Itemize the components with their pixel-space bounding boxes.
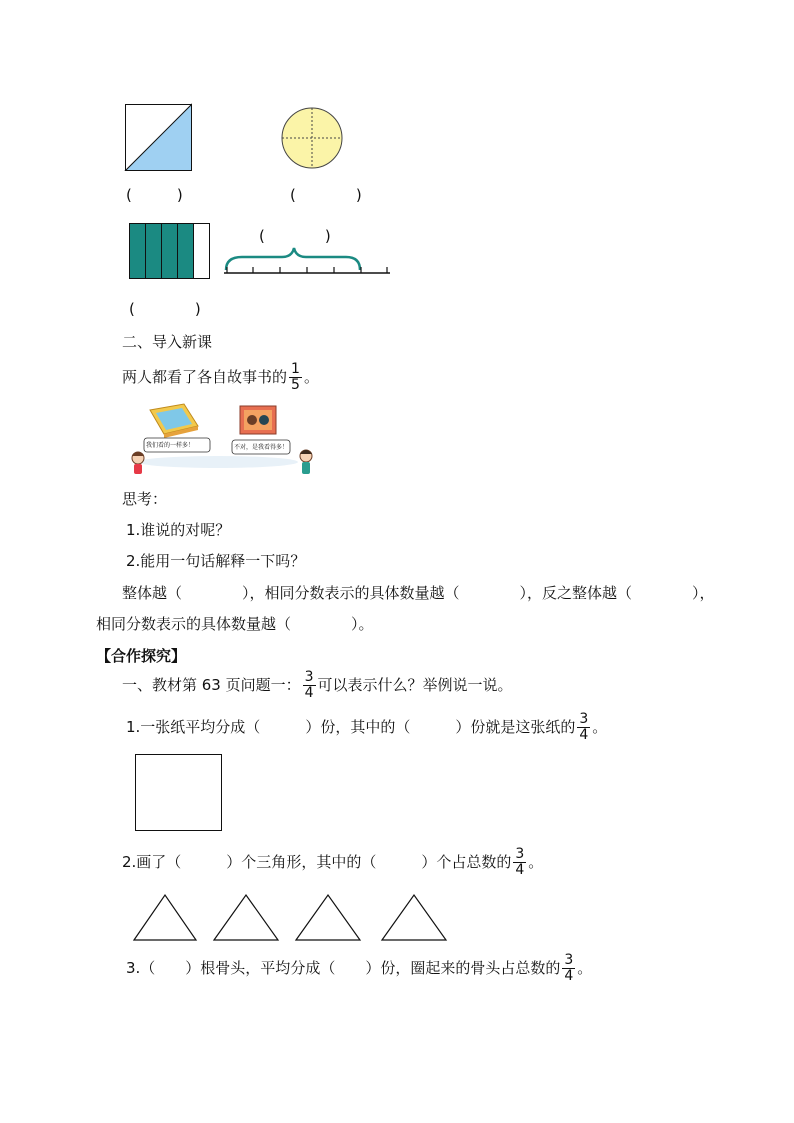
triangle-shape <box>214 895 278 940</box>
fraction-three-quarters: $\frac{3}{4}$ <box>579 711 589 743</box>
story-sentence: 两人都看了各自故事书的 $\frac{1}{5}$ 。 <box>122 361 319 393</box>
circle-answer-blank: ( ) <box>290 186 362 204</box>
problem-1-line: 一、教材第 63 页问题一： $\frac{3}{4}$ 可以表示什么？举例说一说。 <box>122 669 513 701</box>
right-speech-bubble: 不对，是我看得多！ <box>234 444 289 451</box>
brace-answer-blank: ( ) <box>259 227 331 245</box>
item-2-line: 2.画了（ ）个三角形，其中的（ ）个占总数的 $\frac{3}{4}$ 。 <box>122 846 544 878</box>
item-3-line: 3.（ ）根骨头，平均分成（ ）份，圈起来的骨头占总数的 $\frac{3}{4}$ 。 <box>126 952 593 984</box>
brace-number-line-figure <box>222 244 392 276</box>
triangle-shape <box>134 895 196 940</box>
teal-bars-figure <box>129 223 211 280</box>
think-label: 思考： <box>122 490 168 508</box>
blank-paper-square <box>135 754 223 832</box>
item-1-line: 1.一张纸平均分成（ ）份，其中的（ ）份就是这张纸的 $\frac{3}{4}$ 。 <box>126 711 608 743</box>
triangle-shape <box>296 895 360 940</box>
section-intro-heading: 二、导入新课 <box>122 333 213 351</box>
circle-quarters-figure <box>281 107 343 169</box>
four-triangles-figure <box>132 893 450 943</box>
fraction-one-fifth: $\frac{1}{5}$ <box>291 361 300 393</box>
question-1: 1.谁说的对呢？ <box>126 521 231 539</box>
right-child-icon <box>300 450 312 474</box>
section-coop-heading: 【合作探究】 <box>96 647 187 665</box>
fraction-three-quarters: $\frac{3}{4}$ <box>304 669 314 701</box>
left-book-icon <box>150 404 198 438</box>
bars-answer-blank: ( ) <box>129 300 201 318</box>
fill-in-line-2: 相同分数表示的具体数量越（ ）。 <box>96 615 374 633</box>
square-answer-blank: ( ) <box>126 186 183 204</box>
fraction-three-quarters: $\frac{3}{4}$ <box>515 846 525 878</box>
triangle-shape <box>382 895 446 940</box>
left-speech-bubble: 我们看的一样多！ <box>146 442 195 449</box>
square-diagonal-figure <box>125 104 193 172</box>
question-2: 2.能用一句话解释一下吗？ <box>126 552 306 570</box>
story-text: 两人都看了各自故事书的 <box>122 368 288 386</box>
fraction-three-quarters: $\frac{3}{4}$ <box>564 952 574 984</box>
fill-in-line-1: 整体越（ ），相同分数表示的具体数量越（ ），反之整体越（ ）， <box>122 584 715 602</box>
right-books-icon <box>240 406 276 434</box>
